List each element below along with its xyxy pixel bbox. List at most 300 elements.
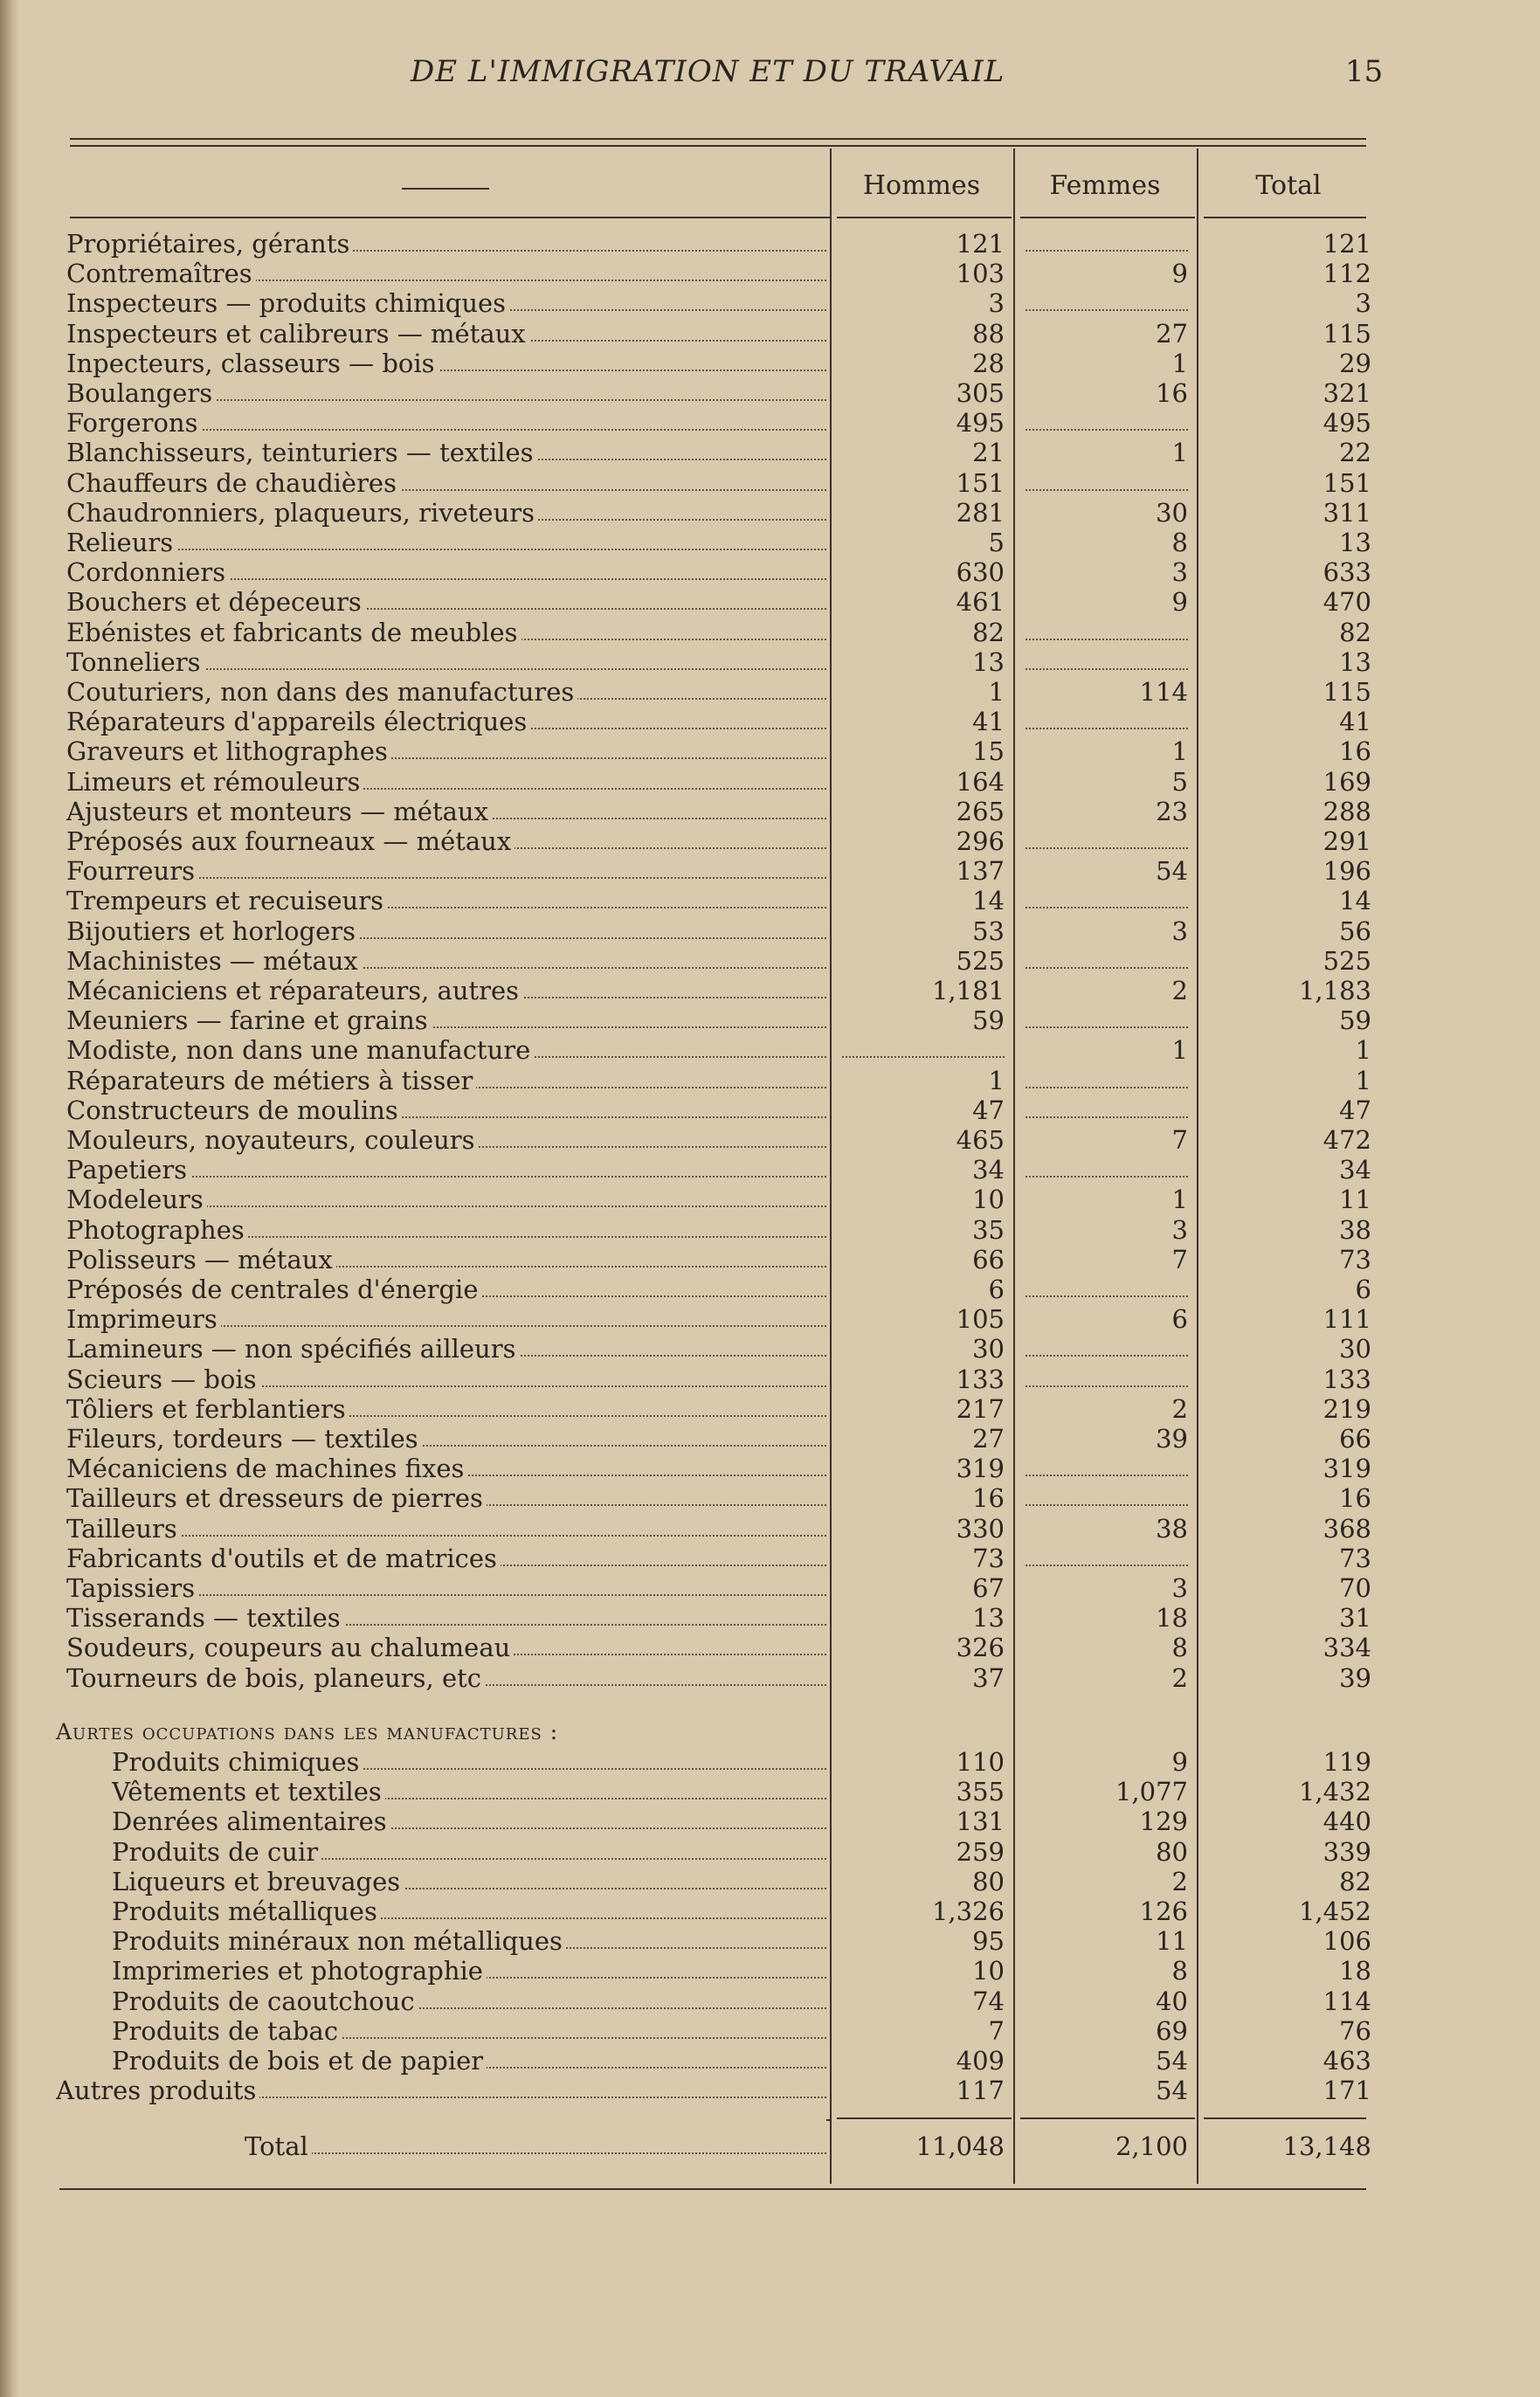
cell-t: 13,148 bbox=[1282, 2131, 1371, 2161]
cell-h: 164 bbox=[956, 767, 1005, 797]
row-label: Produits métalliques bbox=[112, 1896, 826, 1926]
cell-h: 495 bbox=[956, 408, 1005, 438]
cell-f: 7 bbox=[1171, 1245, 1188, 1274]
cell-h: 88 bbox=[972, 319, 1005, 349]
page-number: 15 bbox=[1345, 54, 1384, 89]
row-label: Fileurs, tordeurs — textiles bbox=[66, 1424, 826, 1454]
row-label: Préposés aux fourneaux — métaux bbox=[66, 826, 826, 856]
row-label: Relieurs bbox=[66, 528, 826, 557]
cell-t: 39 bbox=[1339, 1663, 1371, 1693]
cell-f: 2 bbox=[1171, 1867, 1188, 1896]
section-row bbox=[0, 1806, 1371, 1836]
cell-t: 115 bbox=[1322, 319, 1371, 349]
row-label: Denrées alimentaires bbox=[112, 1806, 826, 1836]
table-row bbox=[0, 408, 1371, 438]
total-row bbox=[0, 2131, 1371, 2161]
table-row bbox=[0, 1544, 1371, 1573]
cell-f: 40 bbox=[1156, 1986, 1188, 2016]
row-label: Scieurs — bois bbox=[66, 1364, 826, 1394]
cell-t: 119 bbox=[1322, 1747, 1371, 1777]
table-row bbox=[0, 1215, 1371, 1245]
cell-t: 169 bbox=[1322, 767, 1371, 797]
cell-h: 1 bbox=[988, 677, 1005, 707]
cell-h: 110 bbox=[956, 1747, 1005, 1777]
table-row bbox=[0, 916, 1371, 946]
cell-f: 6 bbox=[1171, 1304, 1188, 1334]
table-row bbox=[0, 319, 1371, 349]
cell-t: 1 bbox=[1355, 1066, 1371, 1095]
cell-f bbox=[1022, 229, 1188, 259]
cell-t: 31 bbox=[1339, 1603, 1371, 1633]
cell-f: 8 bbox=[1171, 1633, 1188, 1662]
table-row bbox=[0, 378, 1371, 408]
stub-header-rule bbox=[70, 217, 830, 218]
section-row bbox=[0, 1867, 1371, 1896]
cell-t: 440 bbox=[1322, 1806, 1371, 1836]
cell-h: 37 bbox=[972, 1663, 1005, 1693]
table-row bbox=[0, 1095, 1371, 1125]
cell-h: 217 bbox=[956, 1394, 1005, 1424]
cell-h: 80 bbox=[972, 1867, 1005, 1896]
cell-h: 82 bbox=[972, 618, 1005, 647]
row-label: Blanchisseurs, teinturiers — textiles bbox=[66, 438, 826, 467]
page-header bbox=[0, 54, 1540, 98]
cell-h: 259 bbox=[956, 1837, 1005, 1867]
cell-t: 334 bbox=[1322, 1633, 1371, 1662]
cell-h: 326 bbox=[956, 1633, 1005, 1662]
cell-t: 47 bbox=[1339, 1095, 1371, 1125]
cell-f bbox=[1022, 707, 1188, 736]
cell-t: 368 bbox=[1322, 1514, 1371, 1544]
cell-t: 319 bbox=[1322, 1454, 1371, 1483]
cell-f bbox=[1022, 1066, 1188, 1095]
table-row bbox=[0, 1125, 1371, 1155]
cell-h: 151 bbox=[956, 468, 1005, 498]
cell-t: 82 bbox=[1339, 1867, 1371, 1896]
cell-t: 11 bbox=[1339, 1185, 1371, 1214]
table-row bbox=[0, 1663, 1371, 1693]
cell-t: 1 bbox=[1355, 1035, 1371, 1065]
cell-f bbox=[1022, 1483, 1188, 1513]
cell-f: 1 bbox=[1171, 736, 1188, 766]
cell-h: 7 bbox=[988, 2016, 1005, 2046]
table-row bbox=[0, 886, 1371, 915]
cell-t: 29 bbox=[1339, 349, 1371, 378]
cell-h: 296 bbox=[956, 826, 1005, 856]
cell-f: 3 bbox=[1171, 1215, 1188, 1245]
cell-h: 525 bbox=[956, 946, 1005, 976]
cell-f: 8 bbox=[1171, 528, 1188, 557]
row-label: Autres produits bbox=[56, 2076, 826, 2105]
table-row bbox=[0, 288, 1371, 318]
section-row bbox=[0, 1896, 1371, 1926]
cell-f: 39 bbox=[1156, 1424, 1188, 1454]
row-label: Contremaîtres bbox=[66, 259, 826, 288]
table-row bbox=[0, 707, 1371, 736]
cell-f: 18 bbox=[1156, 1603, 1188, 1633]
row-label: Papetiers bbox=[66, 1155, 826, 1185]
cell-t: 133 bbox=[1322, 1364, 1371, 1394]
cell-t: 633 bbox=[1322, 557, 1371, 587]
section-row bbox=[0, 1747, 1371, 1777]
cell-f bbox=[1022, 1454, 1188, 1483]
cell-h: 5 bbox=[988, 528, 1005, 557]
cell-f: 3 bbox=[1171, 1573, 1188, 1603]
row-label: Fourreurs bbox=[66, 856, 826, 886]
cell-t: 41 bbox=[1339, 707, 1371, 736]
cell-t: 82 bbox=[1339, 618, 1371, 647]
cell-h: 73 bbox=[972, 1544, 1005, 1573]
cell-t: 18 bbox=[1339, 1956, 1371, 1986]
cell-f bbox=[1022, 1364, 1188, 1394]
cell-t: 525 bbox=[1322, 946, 1371, 976]
table-row bbox=[0, 1274, 1371, 1304]
table-row bbox=[0, 587, 1371, 617]
cell-f bbox=[1022, 618, 1188, 647]
table-row bbox=[0, 1364, 1371, 1394]
cell-h: 465 bbox=[956, 1125, 1005, 1155]
table-row bbox=[0, 976, 1371, 1005]
cell-t: 6 bbox=[1355, 1274, 1371, 1304]
cell-h bbox=[839, 1035, 1005, 1065]
femmes-header-rule bbox=[1020, 217, 1195, 218]
cell-f: 16 bbox=[1156, 378, 1188, 408]
cell-t: 321 bbox=[1322, 378, 1371, 408]
cell-t: 114 bbox=[1322, 1986, 1371, 2016]
cell-h: 27 bbox=[972, 1424, 1005, 1454]
row-label: Cordonniers bbox=[66, 557, 826, 587]
cell-f bbox=[1022, 1274, 1188, 1304]
cell-f: 9 bbox=[1171, 587, 1188, 617]
cell-f bbox=[1022, 408, 1188, 438]
cell-f bbox=[1022, 1544, 1188, 1573]
cell-h: 28 bbox=[972, 349, 1005, 378]
table-row bbox=[0, 528, 1371, 557]
row-label: Couturiers, non dans des manufactures bbox=[66, 677, 826, 707]
cell-h: 35 bbox=[972, 1215, 1005, 1245]
cell-f: 8 bbox=[1171, 1956, 1188, 1986]
total-total-rule bbox=[1204, 2117, 1366, 2119]
cell-h: 74 bbox=[972, 1986, 1005, 2016]
cell-t: 106 bbox=[1322, 1926, 1371, 1956]
cell-h: 10 bbox=[972, 1185, 1005, 1214]
cell-f: 30 bbox=[1156, 498, 1188, 528]
cell-h: 105 bbox=[956, 1304, 1005, 1334]
cell-h: 6 bbox=[988, 1274, 1005, 1304]
row-label: Réparateurs de métiers à tisser bbox=[66, 1066, 826, 1095]
cell-f bbox=[1022, 886, 1188, 915]
table-row bbox=[0, 856, 1371, 886]
cell-t: 115 bbox=[1322, 677, 1371, 707]
table-row bbox=[0, 647, 1371, 677]
cell-t: 73 bbox=[1339, 1544, 1371, 1573]
table-row bbox=[0, 797, 1371, 826]
section-row bbox=[0, 1956, 1371, 1986]
cell-t: 1,183 bbox=[1298, 976, 1371, 1005]
cell-t: 1,452 bbox=[1298, 1896, 1371, 1926]
table-row bbox=[0, 1304, 1371, 1334]
cell-t: 219 bbox=[1322, 1394, 1371, 1424]
table-row bbox=[0, 767, 1371, 797]
cell-h: 13 bbox=[972, 647, 1005, 677]
row-label: Photographes bbox=[66, 1215, 826, 1245]
row-label: Tapissiers bbox=[66, 1573, 826, 1603]
table-row bbox=[0, 1424, 1371, 1454]
stub-header bbox=[402, 188, 489, 190]
table-row bbox=[0, 557, 1371, 587]
femmes-total-rule bbox=[1020, 2117, 1195, 2119]
cell-f: 2 bbox=[1171, 976, 1188, 1005]
cell-t: 1,432 bbox=[1298, 1777, 1371, 1806]
cell-f: 1 bbox=[1171, 349, 1188, 378]
row-label: Préposés de centrales d'énergie bbox=[66, 1274, 826, 1304]
row-label: Bouchers et dépeceurs bbox=[66, 587, 826, 617]
cell-h: 265 bbox=[956, 797, 1005, 826]
cell-f: 2 bbox=[1171, 1663, 1188, 1693]
cell-h: 21 bbox=[972, 438, 1005, 467]
cell-h: 41 bbox=[972, 707, 1005, 736]
row-label: Réparateurs d'appareils électriques bbox=[66, 707, 826, 736]
table-bottom-rule bbox=[59, 2188, 1366, 2190]
cell-t: 196 bbox=[1322, 856, 1371, 886]
row-label: Liqueurs et breuvages bbox=[112, 1867, 826, 1896]
table-row bbox=[0, 1514, 1371, 1544]
cell-h: 117 bbox=[956, 2076, 1005, 2105]
cell-f: 80 bbox=[1156, 1837, 1188, 1867]
cell-t: 470 bbox=[1322, 587, 1371, 617]
cell-f: 11 bbox=[1156, 1926, 1188, 1956]
cell-f: 27 bbox=[1156, 319, 1188, 349]
row-label: Lamineurs — non spécifiés ailleurs bbox=[66, 1334, 826, 1364]
table-row bbox=[0, 1245, 1371, 1274]
cell-t: 34 bbox=[1339, 1155, 1371, 1185]
cell-t: 339 bbox=[1322, 1837, 1371, 1867]
row-label: Imprimeurs bbox=[66, 1304, 826, 1334]
cell-t: 56 bbox=[1339, 916, 1371, 946]
cell-f: 1 bbox=[1171, 438, 1188, 467]
cell-f: 2,100 bbox=[1115, 2131, 1188, 2161]
table-row bbox=[0, 618, 1371, 647]
row-label: Produits chimiques bbox=[112, 1747, 826, 1777]
cell-f: 69 bbox=[1156, 2016, 1188, 2046]
row-label: Produits de caoutchouc bbox=[112, 1986, 826, 2016]
table-row bbox=[0, 349, 1371, 378]
cell-t: 66 bbox=[1339, 1424, 1371, 1454]
cell-f bbox=[1022, 468, 1188, 498]
cell-f: 114 bbox=[1139, 677, 1188, 707]
cell-h: 1,326 bbox=[931, 1896, 1005, 1926]
cell-f bbox=[1022, 288, 1188, 318]
cell-f bbox=[1022, 1155, 1188, 1185]
section-row bbox=[0, 1777, 1371, 1806]
cell-h: 47 bbox=[972, 1095, 1005, 1125]
row-label: Propriétaires, gérants bbox=[66, 229, 826, 259]
cell-f: 1 bbox=[1171, 1185, 1188, 1214]
cell-h: 10 bbox=[972, 1956, 1005, 1986]
cell-f: 38 bbox=[1156, 1514, 1188, 1544]
cell-t: 22 bbox=[1339, 438, 1371, 467]
section-title: Aurtes occupations dans les manufactures : bbox=[56, 1719, 559, 1744]
row-label: Tôliers et ferblantiers bbox=[66, 1394, 826, 1424]
row-label: Tailleurs bbox=[66, 1514, 826, 1544]
table-row bbox=[0, 1633, 1371, 1662]
row-label: Produits de tabac bbox=[112, 2016, 826, 2046]
cell-h: 137 bbox=[956, 856, 1005, 886]
row-label: Tourneurs de bois, planeurs, etc bbox=[66, 1663, 826, 1693]
table-row bbox=[0, 259, 1371, 288]
table-row bbox=[0, 736, 1371, 766]
table-row bbox=[0, 946, 1371, 976]
row-label: Mouleurs, noyauteurs, couleurs bbox=[66, 1125, 826, 1155]
cell-f bbox=[1022, 946, 1188, 976]
row-label: Polisseurs — métaux bbox=[66, 1245, 826, 1274]
table-row bbox=[0, 438, 1371, 467]
table-row bbox=[0, 1155, 1371, 1185]
cell-h: 30 bbox=[972, 1334, 1005, 1364]
total-header-rule bbox=[1204, 217, 1366, 218]
cell-f: 129 bbox=[1139, 1806, 1188, 1836]
cell-t: 291 bbox=[1322, 826, 1371, 856]
cell-t: 171 bbox=[1322, 2076, 1371, 2105]
row-label: Boulangers bbox=[66, 378, 826, 408]
cell-h: 95 bbox=[972, 1926, 1005, 1956]
cell-f bbox=[1022, 647, 1188, 677]
cell-t: 16 bbox=[1339, 736, 1371, 766]
cell-h: 11,048 bbox=[915, 2131, 1005, 2161]
cell-t: 311 bbox=[1322, 498, 1371, 528]
cell-f: 1,077 bbox=[1115, 1777, 1188, 1806]
cell-t: 76 bbox=[1339, 2016, 1371, 2046]
cell-h: 319 bbox=[956, 1454, 1005, 1483]
cell-h: 630 bbox=[956, 557, 1005, 587]
cell-t: 288 bbox=[1322, 797, 1371, 826]
total-label: Total bbox=[245, 2131, 826, 2161]
section-row bbox=[0, 2016, 1371, 2046]
cell-t: 121 bbox=[1322, 229, 1371, 259]
cell-f: 9 bbox=[1171, 1747, 1188, 1777]
table-row bbox=[0, 1573, 1371, 1603]
row-label: Tisserands — textiles bbox=[66, 1603, 826, 1633]
table-row bbox=[0, 677, 1371, 707]
table-row bbox=[0, 229, 1371, 259]
row-label: Inpecteurs, classeurs — bois bbox=[66, 349, 826, 378]
table-row bbox=[0, 1035, 1371, 1065]
row-label: Modeleurs bbox=[66, 1185, 826, 1214]
row-label: Chauffeurs de chaudières bbox=[66, 468, 826, 498]
section-row bbox=[0, 1837, 1371, 1867]
row-label: Produits minéraux non métalliques bbox=[112, 1926, 826, 1956]
table-row bbox=[0, 1185, 1371, 1214]
cell-f bbox=[1022, 1334, 1188, 1364]
cell-h: 305 bbox=[956, 378, 1005, 408]
cell-h: 67 bbox=[972, 1573, 1005, 1603]
table-row bbox=[0, 826, 1371, 856]
cell-h: 281 bbox=[956, 498, 1005, 528]
cell-h: 133 bbox=[956, 1364, 1005, 1394]
cell-t: 112 bbox=[1322, 259, 1371, 288]
row-label: Inspecteurs et calibreurs — métaux bbox=[66, 319, 826, 349]
row-label: Forgerons bbox=[66, 408, 826, 438]
cell-t: 111 bbox=[1322, 1304, 1371, 1334]
cell-f: 9 bbox=[1171, 259, 1188, 288]
row-label: Meuniers — farine et grains bbox=[66, 1005, 826, 1035]
table-row bbox=[0, 1394, 1371, 1424]
running-title: DE L'IMMIGRATION ET DU TRAVAIL bbox=[411, 54, 1005, 89]
row-label: Produits de bois et de papier bbox=[112, 2046, 826, 2076]
row-label: Bijoutiers et horlogers bbox=[66, 916, 826, 946]
cell-h: 53 bbox=[972, 916, 1005, 946]
row-label: Trempeurs et recuiseurs bbox=[66, 886, 826, 915]
cell-h: 66 bbox=[972, 1245, 1005, 1274]
row-label: Graveurs et lithographes bbox=[66, 736, 826, 766]
cell-h: 131 bbox=[956, 1806, 1005, 1836]
other-row bbox=[0, 2076, 1371, 2105]
cell-h: 14 bbox=[972, 886, 1005, 915]
cell-h: 461 bbox=[956, 587, 1005, 617]
cell-f: 54 bbox=[1156, 2076, 1188, 2105]
row-label: Soudeurs, coupeurs au chalumeau bbox=[66, 1633, 826, 1662]
cell-h: 1,181 bbox=[931, 976, 1005, 1005]
row-label: Ebénistes et fabricants de meubles bbox=[66, 618, 826, 647]
row-label: Machinistes — métaux bbox=[66, 946, 826, 976]
column-header-0: Hommes bbox=[862, 170, 981, 201]
section-row bbox=[0, 1926, 1371, 1956]
cell-t: 59 bbox=[1339, 1005, 1371, 1035]
row-label: Chaudronniers, plaqueurs, riveteurs bbox=[66, 498, 826, 528]
row-label: Constructeurs de moulins bbox=[66, 1095, 826, 1125]
cell-h: 16 bbox=[972, 1483, 1005, 1513]
total-rule-left bbox=[826, 2119, 830, 2121]
cell-f: 3 bbox=[1171, 557, 1188, 587]
cell-t: 30 bbox=[1339, 1334, 1371, 1364]
cell-f bbox=[1022, 1005, 1188, 1035]
cell-t: 3 bbox=[1355, 288, 1371, 318]
row-label: Vêtements et textiles bbox=[112, 1777, 826, 1806]
cell-h: 409 bbox=[956, 2046, 1005, 2076]
table-row bbox=[0, 468, 1371, 498]
table-row bbox=[0, 1483, 1371, 1513]
cell-f: 23 bbox=[1156, 797, 1188, 826]
cell-f: 3 bbox=[1171, 916, 1188, 946]
cell-h: 1 bbox=[988, 1066, 1005, 1095]
cell-t: 13 bbox=[1339, 647, 1371, 677]
cell-t: 13 bbox=[1339, 528, 1371, 557]
cell-t: 151 bbox=[1322, 468, 1371, 498]
cell-f: 1 bbox=[1171, 1035, 1188, 1065]
cell-f: 54 bbox=[1156, 2046, 1188, 2076]
column-header-1: Femmes bbox=[1049, 170, 1161, 201]
cell-h: 34 bbox=[972, 1155, 1005, 1185]
table-row bbox=[0, 1454, 1371, 1483]
table-row bbox=[0, 498, 1371, 528]
cell-h: 103 bbox=[956, 259, 1005, 288]
cell-t: 16 bbox=[1339, 1483, 1371, 1513]
cell-f bbox=[1022, 1095, 1188, 1125]
cell-f bbox=[1022, 826, 1188, 856]
cell-f: 2 bbox=[1171, 1394, 1188, 1424]
cell-f: 126 bbox=[1139, 1896, 1188, 1926]
section-row bbox=[0, 2046, 1371, 2076]
cell-f: 5 bbox=[1171, 767, 1188, 797]
row-label: Inspecteurs — produits chimiques bbox=[66, 288, 826, 318]
cell-t: 73 bbox=[1339, 1245, 1371, 1274]
cell-t: 38 bbox=[1339, 1215, 1371, 1245]
cell-h: 13 bbox=[972, 1603, 1005, 1633]
table-top-rule-2 bbox=[70, 145, 1366, 147]
table-row bbox=[0, 1334, 1371, 1364]
section-row bbox=[0, 1986, 1371, 2016]
cell-t: 472 bbox=[1322, 1125, 1371, 1155]
